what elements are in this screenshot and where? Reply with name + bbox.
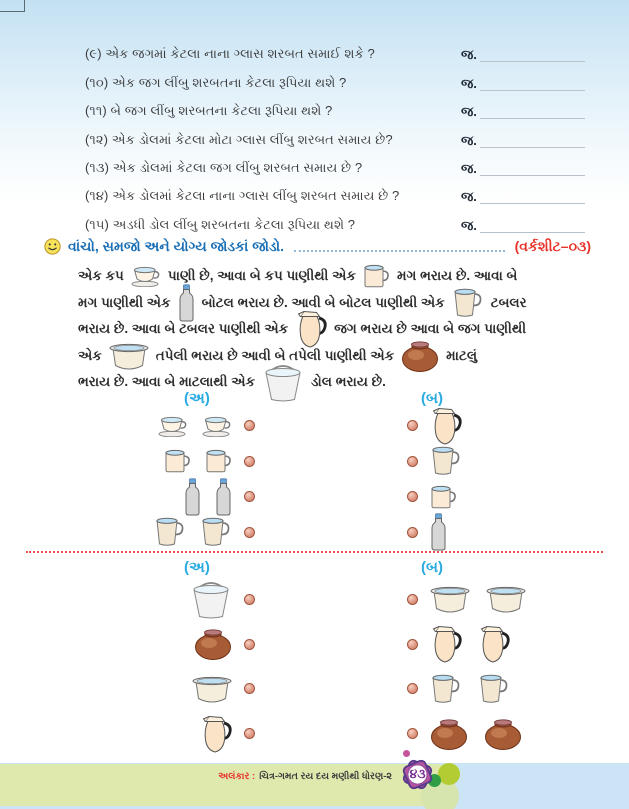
crop-mark-top-left: [0, 0, 25, 12]
instruction-line: [78, 343, 589, 370]
instruction-text: એક કપ: [78, 268, 124, 284]
match-row: [0, 479, 629, 515]
answer-blank[interactable]: [480, 162, 585, 176]
question-text: (૧૨) એક ડોલમાં કેટલા મોટા ગ્લાસ લીંબુ શરબત સમાય છે?: [85, 131, 393, 147]
instruction-text: મગ પાણીથી એક: [78, 294, 171, 310]
footer-book-title: ચિત્ર-ગમત રય દય મણીથી ધોરણ-૨: [259, 771, 392, 782]
mug-icon: [205, 449, 232, 473]
answer-blank[interactable]: [480, 105, 585, 119]
match-left-items: [0, 415, 232, 437]
match-right-items: [430, 406, 462, 446]
jug-icon: [430, 406, 462, 446]
smiley-icon: [44, 238, 61, 255]
matching-section-1: [0, 390, 629, 550]
answer-label: જ.: [461, 132, 477, 148]
answer-area: [461, 48, 585, 62]
jug-icon: [478, 624, 510, 664]
bucket-icon: [190, 578, 232, 620]
question-text: (૧૧) બે જગ લીંબુ શરબતના કેટલા રૂપિયા થશે ?: [85, 103, 333, 119]
column-labels: [0, 390, 629, 408]
section-separator: [26, 551, 603, 553]
cup-icon: [202, 415, 232, 437]
page-number: ૪૩: [409, 767, 426, 781]
match-dot-left[interactable]: [244, 491, 255, 502]
answer-blank[interactable]: [480, 77, 585, 91]
match-row: [0, 711, 629, 756]
match-dot-right[interactable]: [407, 420, 418, 431]
footer-book-label: અલંકાર :: [218, 771, 256, 782]
tumbler-icon: [430, 674, 462, 704]
question-row: [0, 91, 629, 119]
match-dot-right[interactable]: [407, 639, 418, 650]
answer-area: [461, 77, 585, 91]
matching-section-2: [0, 559, 629, 756]
match-dot-left[interactable]: [244, 728, 255, 739]
answer-area: [461, 219, 585, 233]
match-right-items: [430, 674, 510, 704]
decor-circle-lime: [438, 763, 460, 785]
mug-icon: [363, 264, 390, 288]
questions-list: [0, 34, 629, 233]
instruction-text: પાણી છે, આવા બે કપ પાણીથી એક: [167, 268, 356, 284]
match-right-items: [430, 624, 510, 664]
tapeli-icon: [109, 342, 149, 370]
instruction-text: જગ ભરાય છે આવા બે જગ પાણીથી: [334, 321, 527, 337]
match-right-items: [430, 446, 462, 476]
jug-icon: [430, 624, 462, 664]
match-left-items: [0, 517, 232, 547]
activity-header: [44, 238, 591, 255]
matlu-icon: [430, 718, 468, 750]
answer-label: જ.: [461, 160, 477, 176]
activity-title: વાંચો, સમજો અને યોગ્ય જોડકાં જોડો.: [68, 238, 285, 254]
question-row: [0, 176, 629, 204]
match-dot-right[interactable]: [407, 491, 418, 502]
column-b-label: (બ): [421, 559, 444, 576]
question-row: [0, 148, 629, 176]
question-text: (૧૫) અડધી ડોલ લીંબુ શરબતના કેટલા રૂપિયા થશે ?: [85, 216, 356, 232]
bottle-icon: [430, 513, 447, 551]
jug-icon: [295, 309, 327, 349]
answer-blank[interactable]: [480, 190, 585, 204]
answer-label: જ.: [461, 47, 477, 63]
match-dot-left[interactable]: [244, 527, 255, 538]
bottle-icon: [215, 478, 232, 516]
match-dot-right[interactable]: [407, 728, 418, 739]
jug-icon: [200, 714, 232, 754]
match-dot-right[interactable]: [407, 527, 418, 538]
footer-band: [0, 764, 452, 806]
tumbler-icon: [430, 446, 462, 476]
tumbler-icon: [154, 517, 186, 547]
match-dot-left[interactable]: [244, 594, 255, 605]
match-row: [0, 444, 629, 480]
match-dot-left[interactable]: [244, 639, 255, 650]
answer-area: [461, 105, 585, 119]
question-row: [0, 204, 629, 232]
column-b-label: (બ): [421, 390, 444, 407]
question-row: [0, 34, 629, 62]
instruction-line: [78, 316, 589, 343]
match-dot-left[interactable]: [244, 683, 255, 694]
column-a-label: (અ): [184, 559, 210, 576]
match-dot-left[interactable]: [244, 456, 255, 467]
answer-blank[interactable]: [480, 48, 585, 62]
mug-icon: [164, 449, 191, 473]
answer-area: [461, 190, 585, 204]
match-right-items: [430, 585, 526, 613]
tapeli-icon: [430, 585, 470, 613]
answer-label: જ.: [461, 104, 477, 120]
question-text: (૧૦) એક જગ લીંબુ શરબતના કેટલા રૂપિયા થશે ?: [85, 74, 347, 90]
match-left-items: [0, 478, 232, 516]
instruction-text: એક: [78, 347, 102, 363]
footer-background: [0, 763, 629, 809]
instruction-line: [78, 290, 589, 317]
column-a-label: (અ): [184, 390, 210, 407]
tumbler-icon: [478, 674, 510, 704]
question-text: (૯) એક જગમાં કેટલા નાના ગ્લાસ શરબત સમાઈ શકે ?: [85, 46, 375, 62]
answer-blank[interactable]: [480, 219, 585, 233]
instruction-text: માટલું: [446, 347, 478, 363]
column-labels: [0, 559, 629, 577]
instruction-text: તપેલી ભરાય છે આવી બે તપેલી પાણીથી એક: [155, 347, 395, 363]
answer-blank[interactable]: [480, 134, 585, 148]
tapeli-icon: [192, 675, 232, 703]
match-dot-right[interactable]: [407, 456, 418, 467]
match-right-items: [430, 485, 457, 509]
match-row: [0, 622, 629, 667]
instruction-text: ડોલ ભરાય છે.: [311, 374, 386, 390]
match-left-items: [0, 449, 232, 473]
bottle-icon: [184, 478, 201, 516]
question-row: [0, 119, 629, 147]
answer-label: જ.: [461, 75, 477, 91]
instruction-text: મગ ભરાય છે. આવા બે: [396, 268, 518, 284]
mug-icon: [430, 485, 457, 509]
tumbler-icon: [200, 517, 232, 547]
question-row: [0, 62, 629, 90]
cup-icon: [158, 415, 188, 437]
question-text: (૧૩) એક ડોલમાં કેટલા જગ લીંબુ શરબત સમાય છે ?: [85, 159, 363, 175]
match-row: [0, 408, 629, 444]
answer-label: જ.: [461, 217, 477, 233]
bottle-icon: [178, 284, 195, 322]
cup-icon: [131, 265, 161, 287]
match-left-items: [0, 675, 232, 703]
worksheet-label: (વર્કશીટ–૦૩): [514, 238, 591, 254]
match-right-items: [430, 513, 447, 551]
instruction-text: ભરાય છે. આવા બે માટલાથી એક: [78, 374, 256, 390]
matlu-icon: [401, 340, 439, 372]
instruction-line: [78, 263, 589, 290]
match-row: [0, 667, 629, 712]
matlu-icon: [484, 718, 522, 750]
answer-label: જ.: [461, 189, 477, 205]
match-dot-right[interactable]: [407, 594, 418, 605]
instruction-text: ટબલર: [490, 294, 527, 310]
answer-area: [461, 134, 585, 148]
activity-instructions: [78, 263, 589, 396]
match-dot-right[interactable]: [407, 683, 418, 694]
tumbler-icon: [452, 288, 484, 318]
question-text: (૧૪) એક ડોલમાં કેટલા નાના ગ્લાસ લીંબુ શરબત સમાય છે ?: [85, 188, 400, 204]
match-left-items: [0, 578, 232, 620]
match-left-items: [0, 628, 232, 660]
match-left-items: [0, 714, 232, 754]
tapeli-icon: [486, 585, 526, 613]
instruction-text: ભરાય છે. આવા બે ટબલર પાણીથી એક: [78, 321, 289, 337]
matlu-icon: [194, 628, 232, 660]
instruction-text: બોટલ ભરાય છે. આવી બે બોટલ પાણીથી એક: [201, 294, 445, 310]
page-number-badge: [399, 756, 436, 793]
match-row: [0, 577, 629, 622]
match-dot-left[interactable]: [244, 420, 255, 431]
match-right-items: [430, 718, 522, 750]
dotted-leader: [294, 241, 505, 252]
answer-area: [461, 162, 585, 176]
match-row: [0, 515, 629, 551]
